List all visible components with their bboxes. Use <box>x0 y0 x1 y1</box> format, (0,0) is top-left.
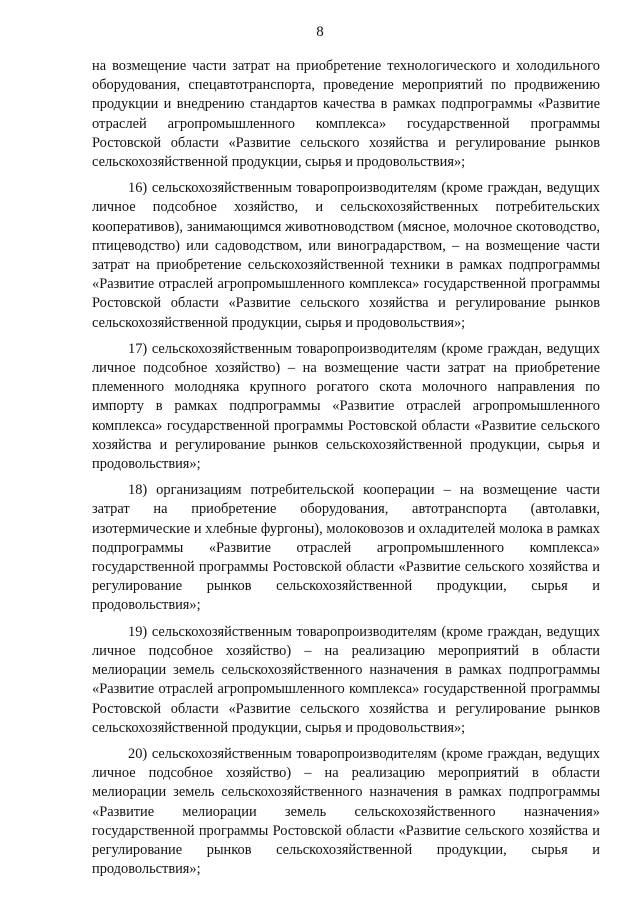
document-body <box>92 57 600 886</box>
paragraph-item-20: 20) сельскохозяйственным товаропроизводителям (кроме граждан, ведущих личное подсобное хозяйство) – на реализацию мероприятий в области мелиорации земель сельскохозяйственного назначения в рамках подпрограммы «Развитие мелиорации земель сельскохозяйственного назначения» государственной программы Ростовской области «Развитие сельского хозяйства и регулирование рынков сельскохозяйственной продукции, сырья и продовольствия»; <box>92 745 600 878</box>
paragraph-item-18: 18) организациям потребительской кооперации – на возмещение части затрат на приобретение оборудования, автотранспорта (автолавки, изотермические и хлебные фургоны), молоковозов и охладителей молока в рамках подпрограммы «Развитие отраслей агропромышленного комплекса» государственной программы Ростовской области «Развитие сельского хозяйства и регулирование рынков сельскохозяйственной продукции, сырья и продовольствия»; <box>92 482 600 614</box>
paragraph-item-17: 17) сельскохозяйственным товаропроизводителям (кроме граждан, ведущих личное подсобное хозяйство) – на возмещение части затрат на приобретение племенного молодняка крупного рогатого скота молочного направления по импорту в рамках подпрограммы «Развитие отраслей агропромышленного комплекса» государственной программы Ростовской области «Развитие сельского хозяйства и регулирование рынков сельскохозяйственной продукции, сырья и продовольствия»; <box>92 340 600 473</box>
page-number: 8 <box>316 24 324 40</box>
paragraph-item-19: 19) сельскохозяйственным товаропроизводителям (кроме граждан, ведущих личное подсобное хозяйство) – на реализацию мероприятий в области мелиорации земель сельскохозяйственного назначения в рамках подпрограммы «Развитие отраслей агропромышленного комплекса» государственной программы Ростовской области «Развитие сельского хозяйства и регулирование рынков сельскохозяйственной продукции, сырья и продовольствия»; <box>92 623 600 736</box>
paragraph-continuation: на возмещение части затрат на приобретение технологического и холодильного оборудования, спецавтотранспорта, проведение мероприятий по продвижению продукции и внедрению стандартов качества в рамках подпрограммы «Развитие отраслей агропромышленного комплекса» государственной программы Ростовской области «Развитие сельского хозяйства и регулирование рынков сельскохозяйственной продукции, сырья и продовольствия»; <box>92 58 600 171</box>
paragraph-item-16: 16) сельскохозяйственным товаропроизводителям (кроме граждан, ведущих личное подсобное хозяйство, и сельскохозяйственных потребительских кооперативов), занимающимся животноводством (мясное, молочное скотоводство, птицеводство) или садоводством, или виноградарством, – на возмещение части затрат на приобретение сельскохозяйственной техники в рамках подпрограммы «Развитие отраслей агропромышленного комплекса» государственной программы Ростовской области «Развитие сельского хозяйства и регулирование рынков сельскохозяйственной продукции, сырья и продовольствия»; <box>92 180 600 331</box>
